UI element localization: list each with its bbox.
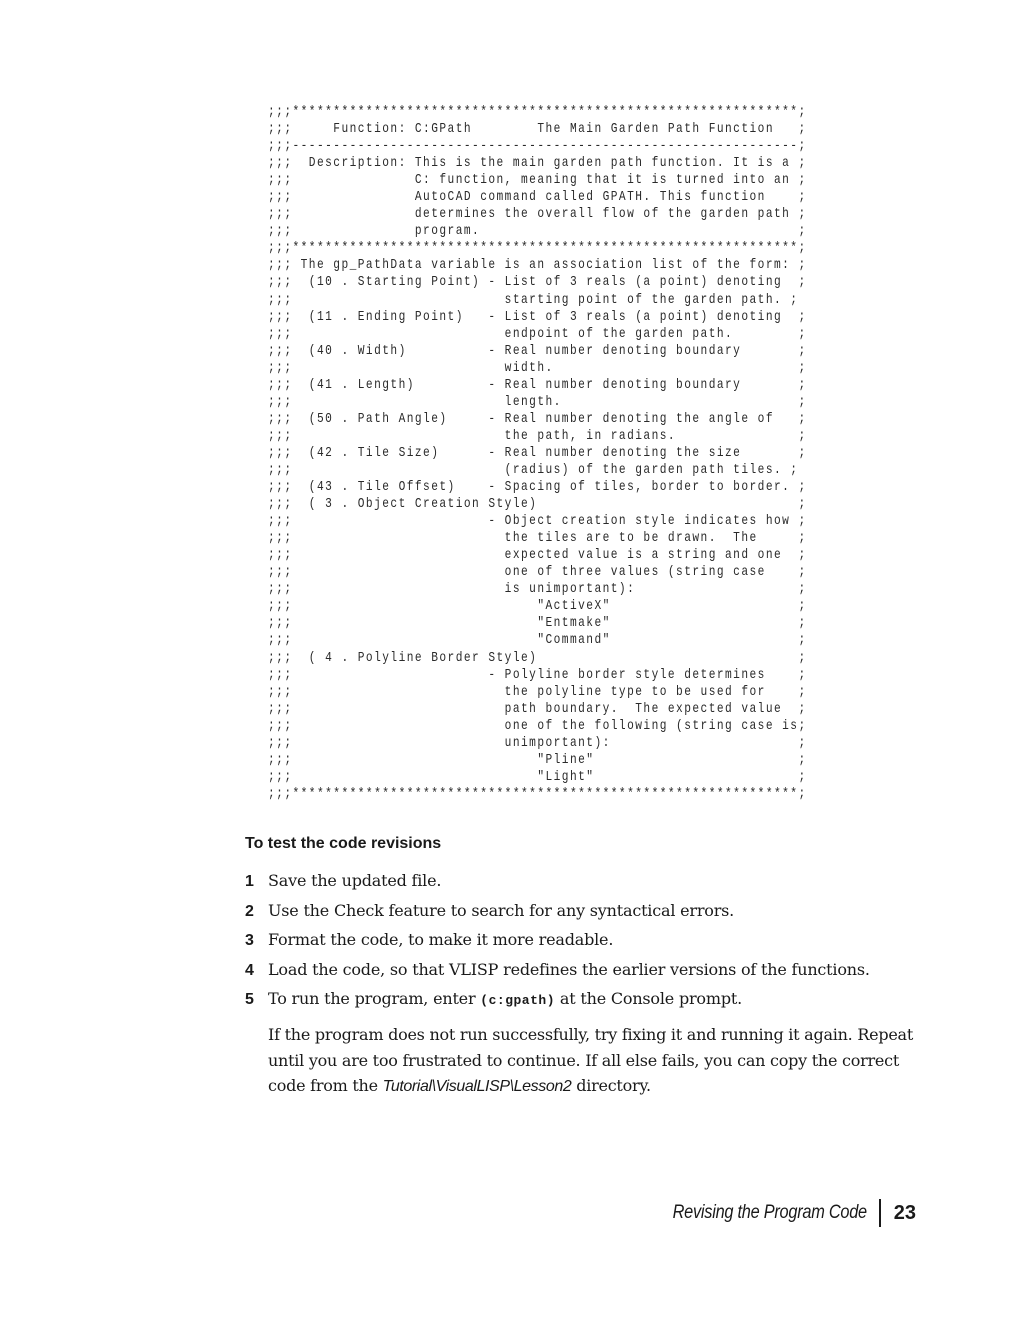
code-line: ;;; path boundary. The expected value ; [268, 700, 807, 717]
procedure-heading: To test the code revisions [245, 835, 442, 852]
code-line: ;;; program. ; [268, 223, 807, 240]
step-number: 1 [245, 873, 254, 890]
code-line: ;;; length. ; [268, 393, 807, 410]
code-line: ;;; one of three values (string case ; [268, 564, 807, 581]
code-line: ;;; ( 3 . Object Creation Style) ; [268, 496, 807, 513]
code-line: ;;; starting point of the garden path. ; [268, 291, 799, 308]
step-text-after: at the Console prompt. [555, 989, 742, 1008]
code-line: ;;; - Object creation style indicates how ; [268, 513, 807, 530]
step-item [245, 958, 870, 988]
code-line: ;;; is unimportant): ; [268, 581, 807, 598]
code-line: ;;; endpoint of the garden path. ; [268, 325, 807, 342]
code-line: ;;; (50 . Path Angle) - Real number denoting the angle of ; [268, 410, 807, 427]
code-line: ;;; (radius) of the garden path tiles. ; [268, 461, 799, 478]
code-line: ;;; ( 4 . Polyline Border Style) ; [268, 649, 807, 666]
code-line: ;;; (41 . Length) - Real number denoting boundary ; [268, 376, 807, 393]
code-line: ;;; (40 . Width) - Real number denoting boundary ; [268, 342, 807, 359]
code-line: ;;; the polyline type to be used for ; [268, 683, 807, 700]
code-line: ;;; the path, in radians. ; [268, 427, 807, 444]
step-number: 2 [245, 902, 254, 920]
code-line: ;;; unimportant): ; [268, 734, 807, 751]
step-text: Load the code, so that VLISP redefines the earlier versions of the functions. [268, 959, 870, 979]
page-number: 23 [893, 1201, 916, 1224]
code-line: ;;; the tiles are to be drawn. The ; [268, 530, 807, 547]
footer-section-title: Revising the Program Code [672, 1202, 867, 1223]
code-line: ;;; expected value is a string and one ; [268, 547, 807, 564]
step-text: Use the Check feature to search for any syntactical errors. [268, 900, 735, 920]
code-line: ;;; - Polyline border style determines ; [268, 666, 807, 683]
step-item [245, 928, 870, 958]
code-line: ;;; (10 . Starting Point) - List of 3 reals (a point) denoting ; [268, 274, 807, 291]
code-line: ;;;--------------------------------------------------------------; [268, 138, 807, 155]
code-line: ;;; C: function, meaning that it is turned into an ; [268, 172, 807, 189]
code-line: ;;; "Entmake" ; [268, 615, 807, 632]
code-line: ;;; AutoCAD command called GPATH. This function ; [268, 189, 807, 206]
footer-divider [879, 1199, 881, 1227]
step-item [245, 987, 870, 1017]
note-paragraph [268, 1022, 928, 1100]
step-number: 4 [245, 961, 254, 979]
code-line: ;;; "Light" ; [268, 768, 807, 785]
step-number: 3 [245, 932, 254, 949]
code-line: ;;; "ActiveX" ; [268, 598, 807, 615]
code-line: ;;;**************************************************************; [268, 240, 807, 257]
directory-path: Tutorial\VisualLISP\Lesson2 [382, 1078, 572, 1095]
code-block [268, 104, 807, 803]
step-item [245, 899, 870, 929]
step-text: Format the code, to make it more readable. [268, 930, 614, 949]
code-line: ;;; "Pline" ; [268, 751, 807, 768]
code-line: ;;; (43 . Tile Offset) - Spacing of tiles, border to border. ; [268, 479, 807, 496]
code-line: ;;; Function: C:GPath The Main Garden Path Function ; [268, 121, 807, 138]
step-number: 5 [245, 991, 254, 1008]
code-line: ;;; (11 . Ending Point) - List of 3 reals (a point) denoting ; [268, 308, 807, 325]
step-text: Save the updated file. [268, 871, 442, 890]
step-text-before: To run the program, enter [268, 989, 481, 1008]
code-line: ;;; The gp_PathData variable is an association list of the form: ; [268, 257, 807, 274]
note-text-after: directory. [571, 1076, 651, 1095]
code-line: ;;; (42 . Tile Size) - Real number denoting the size ; [268, 444, 807, 461]
code-line: ;;; "Command" ; [268, 632, 807, 649]
code-line: ;;; Description: This is the main garden path function. It is a ; [268, 155, 807, 172]
step-item [245, 869, 870, 899]
code-line: ;;;**************************************************************; [268, 104, 807, 120]
note-text-before: If the program does not run successfully, try fixing it and running it again. Repeat until you are too frustrated to continue. If all else fails, you can copy the correct code from the [268, 1025, 914, 1095]
procedure-steps [245, 869, 870, 1017]
code-line: ;;; determines the overall flow of the garden path ; [268, 206, 807, 223]
code-line: ;;; width. ; [268, 359, 807, 376]
page-footer [641, 1198, 916, 1228]
inline-command-code: (c:gpath) [480, 993, 556, 1008]
code-line: ;;;**************************************************************; [268, 785, 807, 802]
code-line: ;;; one of the following (string case is; [268, 717, 807, 734]
